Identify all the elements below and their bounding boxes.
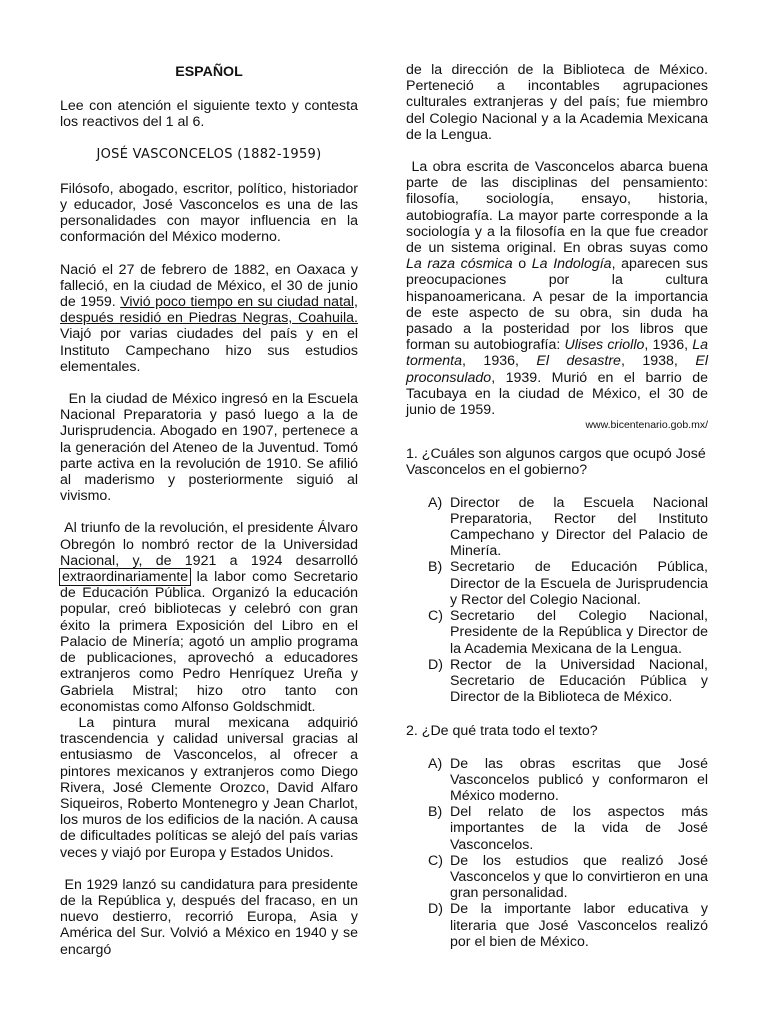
question-1-options bbox=[428, 495, 708, 706]
underlined-sentence: Vivió poco tiempo en su ciudad natal, después residió en Piedras Negras, Coahuila. bbox=[60, 294, 358, 327]
paragraph-8-text-f: , 1938, bbox=[620, 353, 696, 370]
option-text: De las obras escritas que José Vasconcelos publicó y conformaron el México moderno. bbox=[450, 755, 708, 804]
paragraph-5: La pintura mural mexicana adquirió trascendencia y calidad universal gracias al entusiasmo de Vasconcelos, al ofrecer a pintores mexicanos y extranjeros como Diego Rivera, José Clemente Orozco, David Alfaro Siqueiros, Roberto Montenegro y Jean Charlot, los muros de los edificios de la nación. A causa de dificultades políticas se alejó del país varias veces y viajó por Europa y Estados Unidos. bbox=[60, 714, 362, 861]
work-title-indologia: La Indología bbox=[531, 256, 612, 273]
option-2a bbox=[428, 756, 708, 805]
option-letter: A) bbox=[428, 755, 443, 772]
option-1a bbox=[428, 495, 708, 560]
paragraph-8-text-e: , 1936, bbox=[462, 353, 537, 370]
option-text: Secretario del Colegio Nacional, Presidente de la República y Director de la Academia Mexicana de la Lengua. bbox=[450, 608, 708, 657]
question-2 bbox=[406, 723, 708, 950]
boxed-word: extraordinariamente bbox=[59, 568, 191, 586]
option-text: Del relato de los aspectos más importantes de la vida de José Vasconcelos. bbox=[450, 804, 708, 853]
option-2d bbox=[428, 901, 708, 950]
option-2c bbox=[428, 853, 708, 902]
paragraph-8 bbox=[406, 159, 712, 419]
paragraph-2-text-a: Nació el 27 de febrero de 1882, en Oaxaca y falleció, en la ciudad de México, el 30 de junio de 1959. bbox=[60, 261, 358, 311]
paragraph-8-text-a: La obra escrita de Vasconcelos abarca buena parte de las disciplinas del pensamiento: filosofía, sociología, ensayo, historia, autobiografía. La mayor parte corresponde a la sociología y a la filosofía en la que fue creador de un sistema original. En obras suyas como bbox=[406, 159, 712, 257]
work-title-el-desastre: El desastre bbox=[536, 353, 621, 370]
work-title-raza-cosmica: La raza cósmica bbox=[406, 256, 513, 273]
option-1c bbox=[428, 608, 708, 657]
work-title-el-proconsulado: El proconsulado bbox=[406, 353, 712, 386]
option-letter: D) bbox=[428, 901, 443, 918]
option-letter: B) bbox=[428, 559, 443, 576]
paragraph-1: Filósofo, abogado, escritor, político, historiador y educador, José Vasconcelos es una de las personalidades con mayor influencia en la conformación del México moderno. bbox=[60, 180, 358, 246]
article-title: JOSÉ VASCONCELOS (1882-1959) bbox=[96, 146, 322, 162]
option-1d bbox=[428, 657, 708, 706]
option-letter: B) bbox=[428, 804, 443, 821]
option-letter: D) bbox=[428, 656, 443, 673]
question-2-options bbox=[428, 756, 708, 950]
option-text: De los estudios que realizó José Vasconcelos y que lo convirtieron en una gran personalidad. bbox=[450, 852, 708, 902]
paragraph-3: En la ciudad de México ingresó en la Escuela Nacional Preparatoria y pasó luego a la de Jurisprudencia. Abogado en 1907, pertenece a la generación del Ateneo de la Juventud. Tomó parte activa en la revolución de 1910. Se afilió al maderismo y posteriormente siguió al vivismo. bbox=[60, 391, 362, 505]
paragraph-2 bbox=[60, 262, 358, 375]
option-2b bbox=[428, 804, 708, 853]
page-title: ESPAÑOL bbox=[175, 64, 243, 80]
option-letter: C) bbox=[428, 608, 443, 625]
question-2-text: 2. ¿De qué trata todo el texto? bbox=[406, 723, 598, 740]
paragraph-4-text-a: Al triunfo de la revolución, el presidente Álvaro Obregón lo nombró rector de la Universidad Nacional, y, de 1921 a 1924 desarrolló bbox=[60, 520, 362, 569]
option-letter: C) bbox=[428, 852, 443, 869]
paragraph-8-text-g: , 1939. Murió en el barrio de Tacubaya en la ciudad de México, el 30 de junio de 1959. bbox=[406, 369, 712, 419]
work-title-ulises-criollo: Ulises criollo bbox=[564, 337, 645, 354]
paragraph-4-text-b: la labor como Secretario de Educación Pública. Organizó la educación popular, creó bibliotecas y celebró con gran éxito la primera Exposición del Libro en el Palacio de Minería; agotó un amplio programa de publicaciones, aprovechó a educadores extranjeros como Pedro Henríquez Ureña y Gabriela Mistral; hizo otro tanto con economistas como Alfonso Goldschmidt. bbox=[60, 569, 362, 715]
paragraph-8-text-c: , aparecen sus preocupaciones por la cultura hispanoamericana. A pesar de la importancia de este aspecto de su obra, sin duda ha pasado a la posteridad por los libros que forman su autobiografía: bbox=[406, 256, 712, 354]
question-1-text: 1. ¿Cuáles son algunos cargos que ocupó José Vasconcelos en el gobierno? bbox=[406, 446, 706, 479]
option-text: De la importante labor educativa y literaria que José Vasconcelos realizó por el bien de México. bbox=[450, 901, 708, 950]
instructions: Lee con atención el siguiente texto y contesta los reactivos del 1 al 6. bbox=[60, 98, 358, 131]
paragraph-2-text-b: Viajó por varias ciudades del país y en el Instituto Campechano hizo sus estudios elementales. bbox=[60, 326, 358, 375]
paragraph-8-text-b: o bbox=[512, 256, 532, 273]
work-title-la-tormenta: La tormenta bbox=[406, 337, 712, 370]
paragraph-4 bbox=[60, 520, 362, 715]
paragraph-6: En 1929 lanzó su candidatura para presidente de la República y, después del fracaso, en un nuevo destierro, recorrió Europa, Asia y América del Sur. Volvió a México en 1940 y se encargó bbox=[60, 876, 362, 958]
option-text: Director de la Escuela Nacional Preparatoria, Rector del Instituto Campechano y Director del Palacio de Minería. bbox=[450, 494, 708, 560]
option-text: Secretario de Educación Pública, Director de la Escuela de Jurisprudencia y Rector del Colegio Nacional. bbox=[450, 559, 708, 608]
paragraph-8-text-d: , 1936, bbox=[644, 337, 693, 354]
option-1b bbox=[428, 559, 708, 608]
source-link: www.bicentenario.gob.mx/ bbox=[585, 419, 708, 432]
option-letter: A) bbox=[428, 494, 443, 511]
right-column bbox=[406, 62, 712, 968]
left-column bbox=[60, 62, 362, 958]
question-1 bbox=[406, 446, 708, 705]
option-text: Rector de la Universidad Nacional, Secretario de Educación Pública y Director de la Biblioteca de México. bbox=[450, 656, 708, 706]
paragraph-7: de la dirección de la Biblioteca de México. Perteneció a incontables agrupaciones culturales extranjeras y del país; fue miembro del Colegio Nacional y a la Academia Mexicana de la Lengua. bbox=[406, 62, 708, 143]
